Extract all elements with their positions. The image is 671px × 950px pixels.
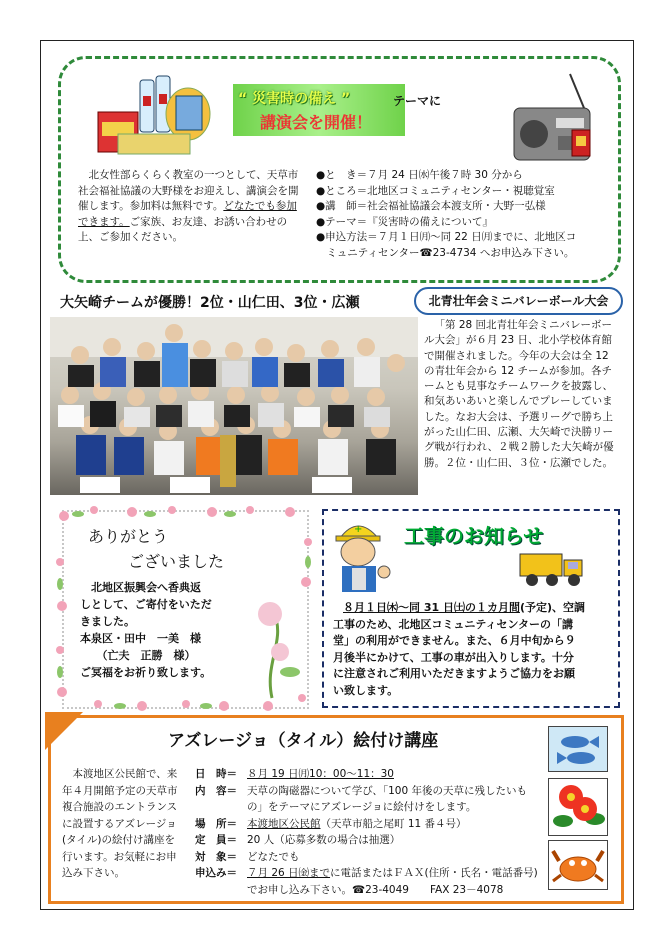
notice-line: に注意されご利用いただきますようご協力をお願 xyxy=(333,667,575,681)
thanks-heading-2: ございました xyxy=(128,552,225,571)
construction-notice-body xyxy=(333,600,608,700)
detail-row-datetime: 日 時＝ ８月 19 日㈪10：00〜11：30 xyxy=(195,768,394,780)
fish-tile-icon xyxy=(548,726,608,772)
notice-line: 工事のため、北地区コミュニティセンターの「講 xyxy=(333,617,574,631)
team-photo-figures xyxy=(50,317,418,495)
thanks-heading-1: ありがとう xyxy=(88,527,169,546)
camellia-tile-icon xyxy=(548,778,608,836)
radio-icon xyxy=(510,70,602,164)
svg-text:+: + xyxy=(354,524,363,535)
worker-icon xyxy=(330,512,400,596)
detail-date: ●と き＝７月 24 日㈬午後７時 30 分から xyxy=(316,169,523,181)
thanks-line: しとして、ご寄付をいただ xyxy=(80,598,212,611)
thanks-line: きました。 xyxy=(80,615,135,628)
detail-row-apply: 申込み＝ ７月 26 日㈮までに電話またはＦＡＸ(住所・氏名・電話番号)でお申し込み下さい。☎23-4049 FAX 23－4078 xyxy=(195,867,538,896)
detail-apply-cont: ミュニティセンター☎23-4734 へお申込み下さい。 xyxy=(316,246,575,259)
thanks-body xyxy=(80,579,285,681)
azulejo-details xyxy=(195,766,540,898)
thanks-line: 本泉区・田中 一美 様 xyxy=(80,632,201,645)
detail-place: ●ところ＝北地区コミュニティセンター・視聴覚室 xyxy=(316,184,555,197)
notice-line: 月後半にかけて、工事の車が出入りします。十分 xyxy=(333,650,574,664)
thanks-line: ご冥福をお祈り致します。 xyxy=(80,666,212,679)
azulejo-corner xyxy=(45,712,83,750)
banner-theme-suffix: テーマに xyxy=(393,94,442,108)
detail-row-place: 場 所＝ 本渡地区公民館（天草市船之尾町 11 番４号） xyxy=(195,817,467,830)
banner-title: 講演会を開催！ xyxy=(260,113,373,132)
detail-row-capacity: 定 員＝ 20 人（応募多数の場合は抽選） xyxy=(195,834,401,846)
construction-notice-title: 工事のお知らせ xyxy=(404,524,544,548)
lecture-intro: 北女性部らくらく教室の一つとして、天草市社会福祉協議の大野様をお迎えし、講演会を開催します。参加料は無料です。どなたでも参加できます。ご家族、お友達、お誘い合わせの上、ご参加ください。 xyxy=(78,169,299,243)
volleyball-event-pill: 北青壮年会ミニバレーボール大会 xyxy=(414,287,623,315)
detail-apply: ●申込方法＝７月１日㈪〜同 22 日㈪までに、北地区コ xyxy=(316,231,577,243)
volleyball-body: 「第 28 回北青壮年会ミニバレーボール大会」が６月 23 日、北小学校体育館で開催されました。今年の大会は全 12 の青壮年会から 12 チームが参加。各チームとも見事なチームワークを披露し、和気あいあいと楽しんでプレーしていました。なお大会は、予選リーグで勝ち上がった山仁田、広瀬、大矢崎で決勝リーグ戦が行われ、２戦２勝した大矢崎が優勝。２位・山仁田、３位・広瀬でした。 xyxy=(424,319,614,469)
detail-theme: ●テーマ＝『災害時の備えについて』 xyxy=(316,215,493,228)
notice-period: ８月１日㈭〜同 31 日㈯の１カ月間 xyxy=(343,601,520,614)
detail-speaker: ●講 師＝社会福祉協議会本渡支所・大野一弘様 xyxy=(316,200,546,212)
detail-row-target: 対 象＝ どなたでも xyxy=(195,850,300,863)
notice-line: い致します。 xyxy=(333,683,399,697)
notice-line: 堂」の利用ができません。また、６月中旬から９ xyxy=(333,634,576,648)
dump-truck-icon xyxy=(518,548,588,590)
azulejo-intro: 本渡地区公民館で、来年４月開館予定の天草市複合施設のエントランスに設置するアズレージョ(タイル)の絵付け講座を行います。お気軽にお申込み下さい。 xyxy=(62,768,178,879)
azulejo-title: アズレージョ（タイル）絵付け講座 xyxy=(168,731,439,751)
thanks-line: （亡夫 正勝 様） xyxy=(80,649,196,662)
volleyball-headline: 大矢崎チームが優勝！2位・山仁田、3位・広瀬 xyxy=(60,295,360,311)
team-photo xyxy=(50,317,418,495)
supplies-illustration xyxy=(92,66,212,158)
banner-theme: “ 災害時の備え ” xyxy=(238,91,351,107)
detail-row-content: 内 容＝ 天草の陶磁器について学び、「100 年後の天草に残したいもの」をテーマにアズレージョに絵付けをします。 xyxy=(195,784,527,813)
thanks-line: 北地区振興会へ香典返 xyxy=(91,581,201,594)
lecture-details xyxy=(316,168,606,261)
crab-tile-icon xyxy=(548,840,608,890)
notice-period-note: (予定)、空調 xyxy=(519,601,586,614)
